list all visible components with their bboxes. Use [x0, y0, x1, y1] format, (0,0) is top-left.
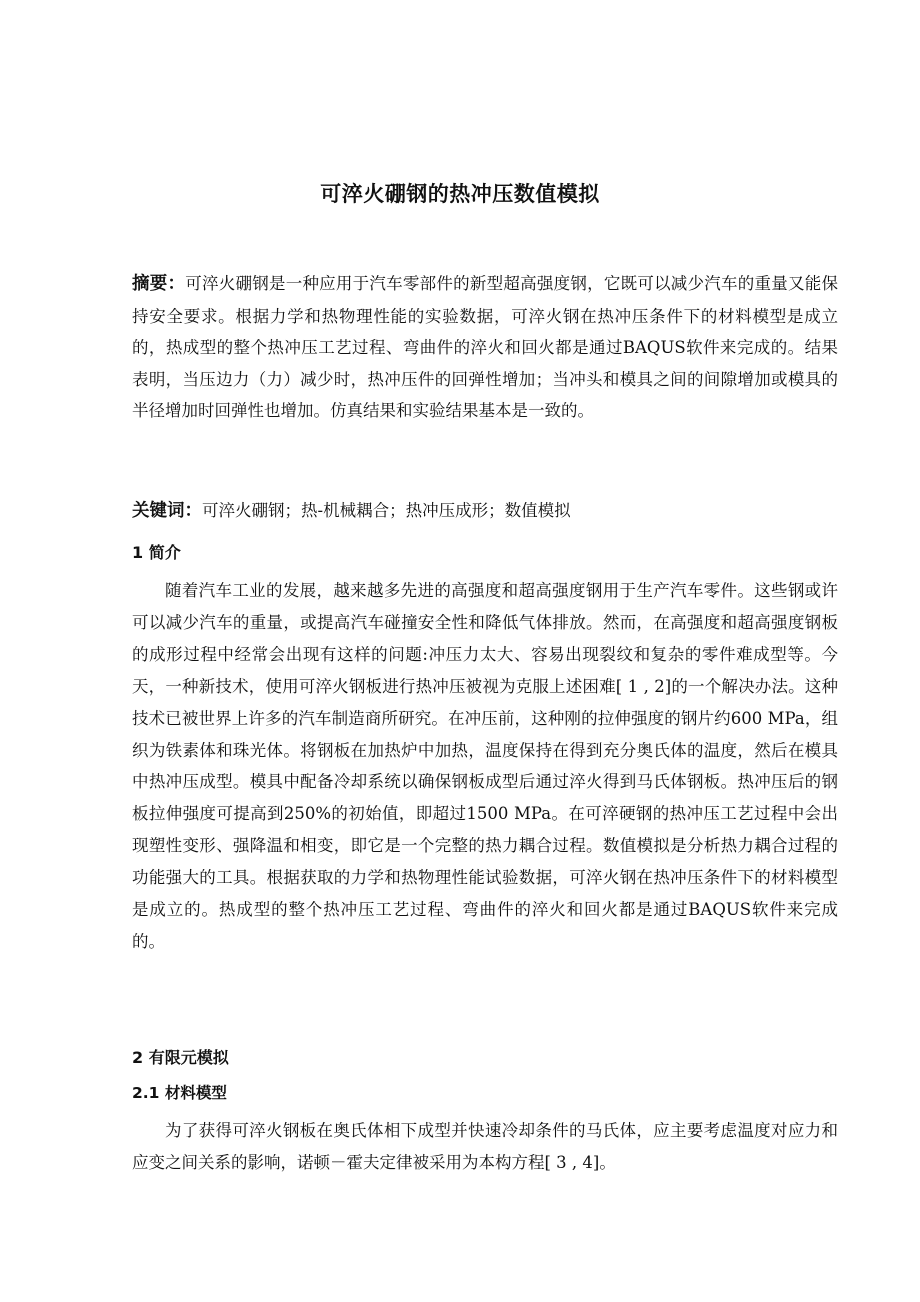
- abstract-text: 可淬火硼钢是一种应用于汽车零部件的新型超高强度钢，它既可以减少汽车的重量又能保持安全要求。根据力学和热物理性能的实验数据，可淬火钢在热冲压条件下的材料模型是成立的，热成型的整个热冲压工艺过程、弯曲件的淬火和回火都是通过BAQUS软件来完成的。结果表明，当压边力（力）减少时，热冲压件的回弹性增加；当冲头和模具之间的间隙增加或模具的半径增加时回弹性也增加。仿真结果和实验结果基本是一致的。: [132, 274, 839, 421]
- subsection-heading-material-model: 2.1 材料模型: [132, 1084, 227, 1102]
- introduction-paragraph: 随着汽车工业的发展，越来越多先进的高强度和超高强度钢用于生产汽车零件。这些钢或许可以减少汽车的重量，或提高汽车碰撞安全性和降低气体排放。然而，在高强度和超高强度钢板的成形过程中经常会出现有这样的问题:冲压力太大、容易出现裂纹和复杂的零件难成型等。今天，一种新技术，使用可淬火钢板进行热冲压被视为克服上述困难[ 1 , 2]的一个解决办法。这种技术已被世界上许多的汽车制造商所研究。在冲压前，这种刚的拉伸强度的钢片约600 MPa，组织为铁素体和珠光体。将钢板在加热炉中加热，温度保持在得到充分奥氏体的温度，然后在模具中热冲压成型。模具中配备冷却系统以确保钢板成型后通过淬火得到马氏体钢板。热冲压后的钢板拉伸强度可提高到250%的初始值，即超过1500 MPa。在可淬硬钢的热冲压工艺过程中会出现塑性变形、强降温和相变，即它是一个完整的热力耦合过程。数值模拟是分析热力耦合过程的功能强大的工具。根据获取的力学和热物理性能试验数据，可淬火钢在热冲压条件下的材料模型是成立的。热成型的整个热冲压工艺过程、弯曲件的淬火和回火都是通过BAQUS软件来完成的。: [132, 581, 838, 951]
- abstract-paragraph: [132, 268, 838, 427]
- section-heading-introduction: 1 简介: [132, 543, 181, 562]
- paper-title: 可淬火硼钢的热冲压数值模拟: [320, 182, 600, 206]
- abstract-label: 摘要：: [132, 274, 186, 294]
- keywords-label: 关键词：: [132, 501, 202, 521]
- material-model-paragraph: 为了获得可淬火钢板在奥氏体相下成型并快速冷却条件的马氏体，应主要考虑温度对应力和应变之间关系的影响，诺顿－霍夫定律被采用为本构方程[ 3 , 4]。: [132, 1121, 838, 1172]
- keywords-paragraph: [132, 499, 838, 523]
- keywords-text: 可淬火硼钢；热-机械耦合；热冲压成形；数值模拟: [202, 501, 571, 520]
- section-heading-fem: 2 有限元模拟: [132, 1048, 229, 1067]
